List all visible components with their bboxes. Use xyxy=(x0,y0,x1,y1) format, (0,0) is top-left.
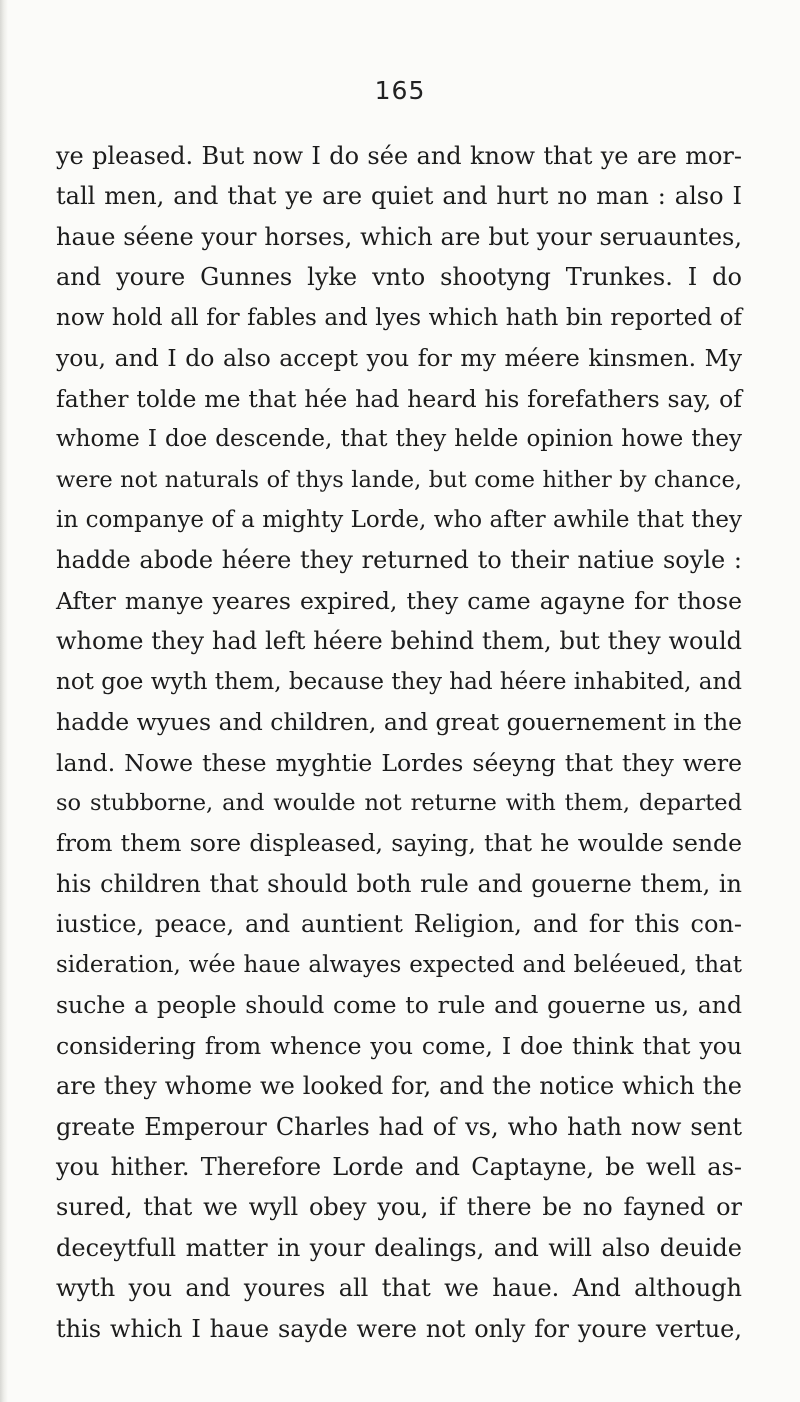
text-line: now hold all for fables and lyes which hath bin reported of xyxy=(56,304,742,331)
text-line: hadde wyues and children, and great gouernement in the xyxy=(56,708,742,737)
text-line: sideration, wée haue alwayes expected and beléeued, that xyxy=(56,951,742,978)
text-line: his children that should both rule and gouerne them, in xyxy=(56,869,742,898)
body-text xyxy=(56,136,742,1349)
text-line: deceytfull matter in your dealings, and will also deuide xyxy=(56,1233,742,1262)
text-line: sured, that we wyll obey you, if there be no fayned or xyxy=(56,1193,742,1222)
text-line: so stubborne, and woulde not returne with them, departed xyxy=(56,790,742,816)
text-line: greate Emperour Charles had of vs, who hath now sent xyxy=(56,1112,742,1141)
page-number: 165 xyxy=(374,76,426,105)
text-line: you, and I do also accept you for my méere kinsmen. My xyxy=(56,344,742,373)
binding-edge xyxy=(0,0,8,1402)
text-line: you hither. Therefore Lorde and Captayne, be well as- xyxy=(56,1152,742,1181)
text-line: from them sore displeased, saying, that he woulde sende xyxy=(56,829,742,858)
text-line: whome I doe descende, that they helde opinion howe they xyxy=(56,426,742,453)
text-line: land. Nowe these myghtie Lordes séeyng that they were xyxy=(56,748,742,777)
text-line: ye pleased. But now I do sée and know that ye are mor- xyxy=(56,142,742,170)
text-line: whome they had left héere behind them, but they would xyxy=(56,627,742,656)
text-line: father tolde me that hée had heard his forefathers say, of xyxy=(56,384,742,413)
text-line: tall men, and that ye are quiet and hurt no man : also I xyxy=(56,182,742,211)
text-line: hadde abode héere they returned to their natiue soyle : xyxy=(56,546,742,575)
text-line: in companye of a mighty Lorde, who after awhile that they xyxy=(56,506,742,533)
text-line: haue séene your horses, which are but your seruauntes, xyxy=(56,222,742,251)
text-line: considering from whence you come, I doe think that you xyxy=(56,1031,742,1060)
text-line: iustice, peace, and auntient Religion, and for this con- xyxy=(56,910,742,939)
text-line: this which I haue sayde were not only for youre vertue, xyxy=(56,1314,742,1343)
text-line: suche a people should come to rule and gouerne us, and xyxy=(56,991,742,1020)
text-line: wyth you and youres all that we haue. And although xyxy=(56,1274,742,1303)
text-line: are they whome we looked for, and the notice which the xyxy=(56,1072,742,1101)
text-line: After manye yeares expired, they came agayne for those xyxy=(56,586,742,615)
text-line: not goe wyth them, because they had héere inhabited, and xyxy=(56,668,743,695)
text-line: and youre Gunnes lyke vnto shootyng Trunkes. I do xyxy=(56,263,742,292)
text-line: were not naturals of thys lande, but come hither by chance, xyxy=(56,466,742,493)
